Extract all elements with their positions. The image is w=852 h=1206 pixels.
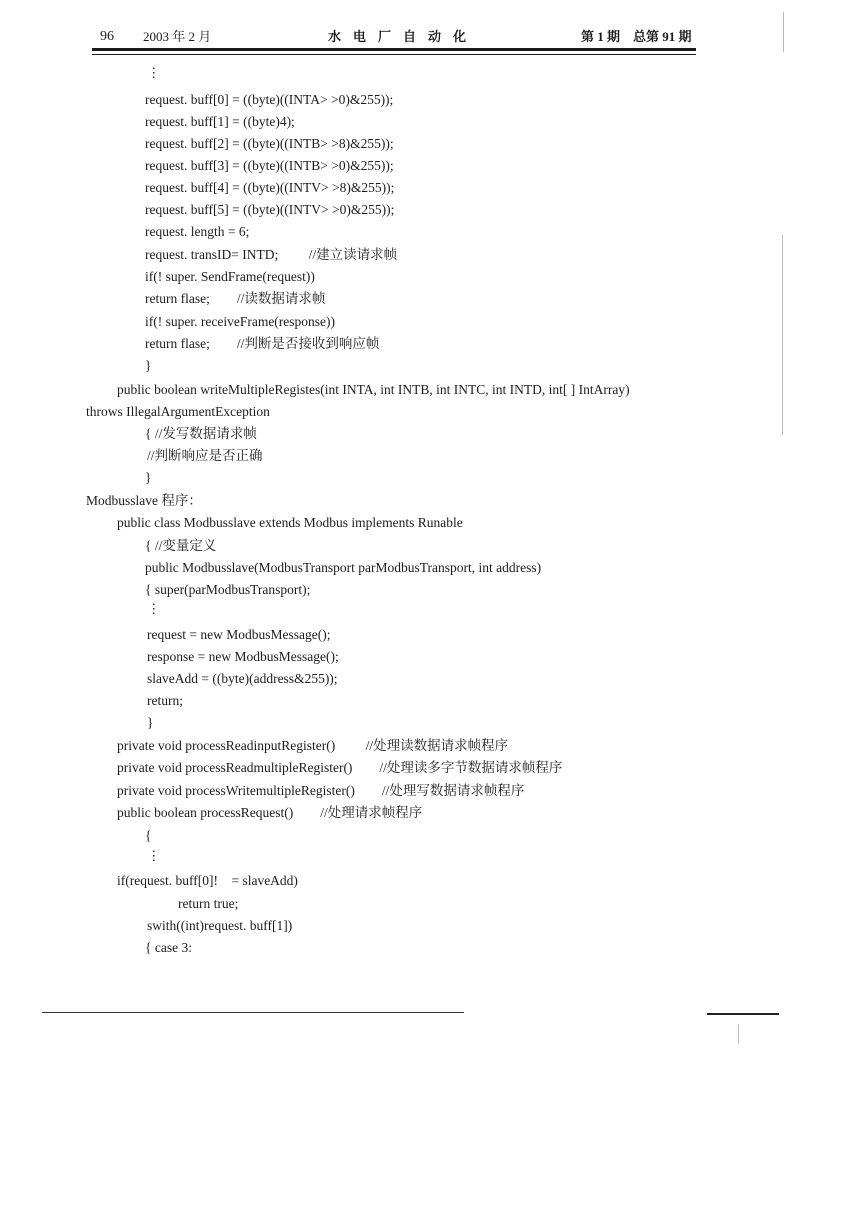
code-line: } bbox=[145, 358, 152, 373]
code-line: return true; bbox=[178, 896, 239, 911]
scan-edge-mark bbox=[738, 1024, 739, 1044]
code-line: } bbox=[145, 470, 152, 485]
code-line: return; bbox=[147, 693, 183, 708]
code-line: private void processReadmultipleRegister() //处理读多字节数据请求帧程序 bbox=[117, 760, 563, 775]
code-line: response = new ModbusMessage(); bbox=[147, 649, 339, 664]
code-line: public class Modbusslave extends Modbus implements Runable bbox=[117, 515, 463, 530]
issue-number: 第 1 期 总第 91 期 bbox=[581, 29, 692, 44]
code-line: request. buff[0] = ((byte)((INTA> >0)&255)); bbox=[145, 92, 394, 107]
header-rule-thin bbox=[92, 54, 696, 55]
header-rule-thick bbox=[92, 48, 696, 51]
header-date: 2003 年 2 月 bbox=[143, 29, 212, 44]
code-line: request. buff[1] = ((byte)4); bbox=[145, 114, 295, 129]
code-line: if(! super. receiveFrame(response)) bbox=[145, 314, 336, 329]
code-line: request. buff[4] = ((byte)((INTV> >8)&255)); bbox=[145, 180, 395, 195]
code-line: slaveAdd = ((byte)(address&255)); bbox=[147, 671, 338, 686]
code-line: { super(parModbusTransport); bbox=[145, 582, 311, 597]
code-line: swith((int)request. buff[1]) bbox=[147, 918, 293, 933]
code-line: if(! super. SendFrame(request)) bbox=[145, 269, 315, 284]
code-line: } bbox=[147, 715, 154, 730]
code-line: ⋮ bbox=[147, 848, 161, 863]
code-line: request. length = 6; bbox=[145, 224, 250, 239]
code-line: ⋮ bbox=[147, 601, 161, 616]
journal-title: 水电厂自动化 bbox=[328, 29, 479, 44]
page-number: 96 bbox=[100, 29, 114, 44]
code-line: { //发写数据请求帧 bbox=[145, 426, 257, 441]
code-line: public boolean processRequest() //处理请求帧程序 bbox=[117, 805, 423, 820]
code-line: throws IllegalArgumentException bbox=[86, 404, 270, 419]
code-line: request. buff[3] = ((byte)((INTB> >0)&255)); bbox=[145, 158, 394, 173]
code-line: public Modbusslave(ModbusTransport parModbusTransport, int address) bbox=[145, 560, 542, 575]
code-line: { //变量定义 bbox=[145, 538, 217, 553]
scan-edge-mark bbox=[783, 12, 784, 52]
code-line: public boolean writeMultipleRegistes(int INTA, int INTB, int INTC, int INTD, int[ ] IntArray) bbox=[117, 382, 630, 397]
scan-edge-mark bbox=[782, 235, 783, 435]
code-line: request = new ModbusMessage(); bbox=[147, 627, 331, 642]
code-line: { case 3: bbox=[145, 940, 192, 955]
code-line: request. buff[2] = ((byte)((INTB> >8)&255)); bbox=[145, 136, 394, 151]
section-heading: Modbusslave 程序： bbox=[86, 493, 202, 508]
code-line: request. buff[5] = ((byte)((INTV> >0)&255)); bbox=[145, 202, 395, 217]
code-line: return flase; //读数据请求帧 bbox=[145, 291, 326, 306]
code-line: private void processReadinputRegister() //处理读数据请求帧程序 bbox=[117, 738, 509, 753]
code-line: ⋮ bbox=[147, 65, 161, 80]
code-line: return flase; //判断是否接收到响应帧 bbox=[145, 336, 380, 351]
code-line: private void processWritemultipleRegister() //处理写数据请求帧程序 bbox=[117, 783, 525, 798]
code-line: //判断响应是否正确 bbox=[147, 448, 263, 463]
footer-rule-left bbox=[42, 1012, 464, 1013]
code-line: { bbox=[145, 828, 152, 843]
code-line: if(request. buff[0]! = slaveAdd) bbox=[117, 873, 298, 888]
code-line: request. transID= INTD; //建立读请求帧 bbox=[145, 247, 398, 262]
footer-rule-right bbox=[707, 1013, 779, 1015]
